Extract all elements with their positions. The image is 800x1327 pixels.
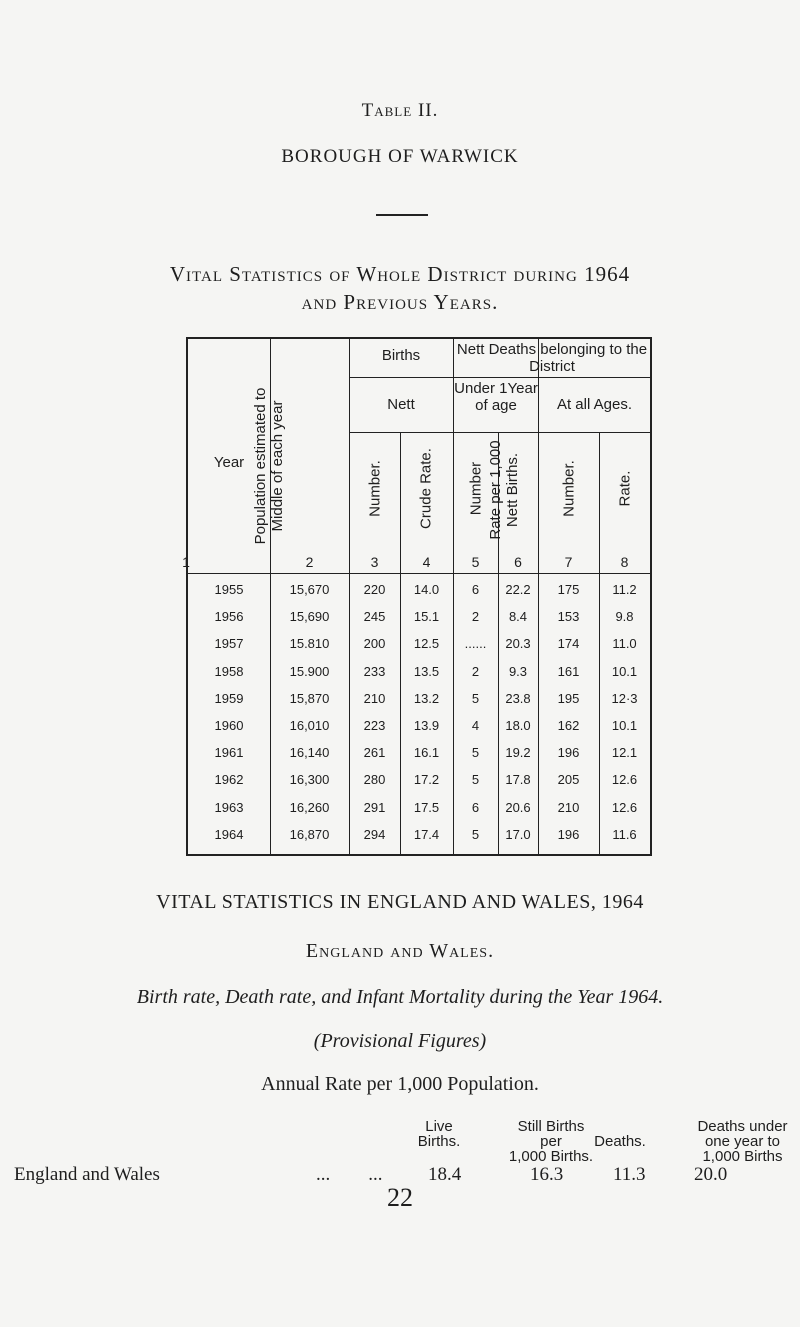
table-cell: 13.2 [413,690,440,706]
table-cell: 200 [363,636,386,652]
ew-row-dots: ... ... [316,1164,383,1185]
table-cell: 18.0 [505,718,531,733]
table-cell: 2 [471,663,480,679]
table-cell: 15.900 [289,663,330,679]
births-sub-rule [349,377,453,378]
ew-still-births-value: 16.3 [530,1164,564,1185]
table-cell: 6 [471,582,480,597]
table-cell: 280 [363,772,386,788]
borough-title: BOROUGH OF WARWICK [281,146,519,167]
table-cell: 175 [557,582,580,597]
table-cell: 1957 [214,636,244,652]
table-border-bottom [186,854,652,856]
col-number: 8 [620,554,629,570]
table-cell: 4 [471,718,480,733]
table-border-right [650,337,652,856]
table-title: Table II. [361,100,439,121]
header-divider [186,573,652,574]
ew-title: VITAL STATISTICS IN ENGLAND AND WALES, 1964 [156,891,644,913]
table-cell: 15,670 [289,582,330,597]
still-births-header: Still Births per 1,000 Births. [508,1118,594,1165]
col-number: 3 [370,554,379,570]
deaths-header: Deaths. [594,1133,646,1150]
nett-sub-rule [349,432,453,433]
table-cell: 20.3 [505,636,531,652]
page-number: 22 [387,1183,413,1212]
table-cell: 6 [471,799,480,815]
table-cell: 1962 [214,772,244,788]
table-cell: 161 [557,663,580,679]
table-cell: 17.5 [413,799,440,815]
table-cell: 5 [471,690,480,706]
population-header: Population estimated to Middle of each year [252,387,286,545]
table-cell: 12.1 [611,745,638,761]
table-cell: 5 [471,826,480,842]
table-cell: 9.3 [508,663,528,679]
table-cell: 11.6 [612,826,637,842]
table-cell: 8.4 [508,609,528,625]
table-cell: 196 [557,745,580,761]
table-cell: 19.2 [505,745,531,761]
table-cell: 14.0 [413,582,440,597]
ew-subtitle: England and Wales. [305,940,495,962]
table-cell: 13.5 [413,663,440,679]
table-cell: 17.8 [505,772,531,788]
all-ages-header: At all Ages. [556,396,633,413]
table-cell: 2 [471,609,480,625]
subtitle-line-2: and Previous Years. [301,290,499,314]
table-cell: 261 [363,745,386,761]
table-cell: 233 [363,663,386,679]
table-cell: 12.5 [413,636,440,652]
table-cell: 22.2 [505,582,531,597]
table-cell: 16,140 [289,745,330,761]
table-cell: 5 [471,772,480,788]
table-cell: 1955 [214,582,244,597]
table-cell: 220 [363,582,386,597]
ew-deaths-value: 11.3 [613,1164,646,1185]
crude-rate-header: Crude Rate. [417,448,435,529]
table-cell: 15,870 [289,690,330,706]
table-cell: 12.6 [611,799,638,815]
table-cell: 1963 [214,799,244,815]
ew-row-label: England and Wales [14,1164,160,1185]
col-number: 7 [564,554,573,570]
table-cell: 17.0 [505,826,531,842]
births-header: Births [381,347,421,364]
ages-sub-rule [453,432,650,433]
all-number-header: Number. [560,460,578,517]
table-cell: 13.9 [413,718,440,733]
deaths-sub-rule [453,377,650,378]
table-cell: 16,010 [289,718,330,733]
table-cell: 1960 [214,718,244,733]
ew-provisional: (Provisional Figures) [313,1030,487,1052]
divider [376,214,428,216]
subtitle-line-1: Vital Statistics of Whole District during 1964 [169,262,631,286]
table-cell: ...... [464,636,487,652]
under-1-year-header: Under 1Year of age [454,380,538,414]
table-border-top [186,337,652,339]
col-number: 6 [514,554,522,570]
ew-live-births-value: 18.4 [428,1164,462,1185]
table-cell: 162 [557,718,580,733]
table-cell: 16,870 [289,826,330,842]
table-cell: 15.1 [413,609,440,625]
table-cell: 9.8 [615,609,634,625]
table-cell: 205 [557,772,580,788]
table-cell: 16,260 [289,799,330,815]
deaths-under-header: Deaths under one year to 1,000 Births [697,1118,788,1165]
table-cell: 174 [557,636,580,652]
table-cell: 291 [363,799,386,815]
table-cell: 12.6 [611,772,638,788]
table-cell: 1959 [214,690,244,706]
col-number: 4 [422,554,431,570]
ew-deaths-under-value: 20.0 [694,1164,728,1185]
table-cell: 15,690 [289,609,330,625]
ew-annual-rate: Annual Rate per 1,000 Population. [261,1073,539,1095]
live-births-header: Live Births. [417,1118,461,1150]
table-cell: 195 [557,690,580,706]
table-cell: 17.4 [413,826,440,842]
under-number-header: Number [467,461,485,516]
table-cell: 17.2 [413,772,440,788]
table-cell: 12·3 [611,690,638,706]
table-cell: 10.1 [611,663,638,679]
table-cell: 196 [557,826,580,842]
table-cell: 1964 [214,826,244,842]
nett-header: Nett [387,396,415,413]
table-cell: 1956 [214,609,244,625]
all-rate-header: Rate. [616,470,634,507]
table-cell: 23.8 [505,690,531,706]
table-cell: 11.2 [612,582,637,597]
births-number-header: Number. [366,460,384,517]
table-cell: 1961 [214,745,244,761]
table-cell: 10.1 [611,718,638,733]
table-cell: 11.0 [612,636,637,652]
table-cell: 20.6 [505,799,531,815]
table-cell: 5 [471,745,480,761]
table-cell: 153 [557,609,580,625]
vital-statistics-table [182,337,652,856]
rate-per-1000-header: Rate per 1,000 Nett Births. [487,440,521,540]
table-cell: 245 [363,609,386,625]
table-cell: 294 [363,826,386,842]
table-cell: 210 [557,799,580,815]
table-cell: 15.810 [289,636,330,652]
table-cell: 223 [363,718,386,733]
table-cell: 1958 [214,663,244,679]
table-cell: 16,300 [289,772,330,788]
nett-deaths-header: Nett Deaths belonging to the District [456,341,648,375]
table-cell: 210 [363,690,386,706]
col-number: 5 [471,554,480,570]
ew-italic-line: Birth rate, Death rate, and Infant Mortality during the Year 1964. [136,986,664,1008]
col-number: 1 [182,554,190,570]
year-header: Year [213,454,245,471]
table-cell: 16.1 [413,745,440,761]
col-number: 2 [305,554,314,570]
